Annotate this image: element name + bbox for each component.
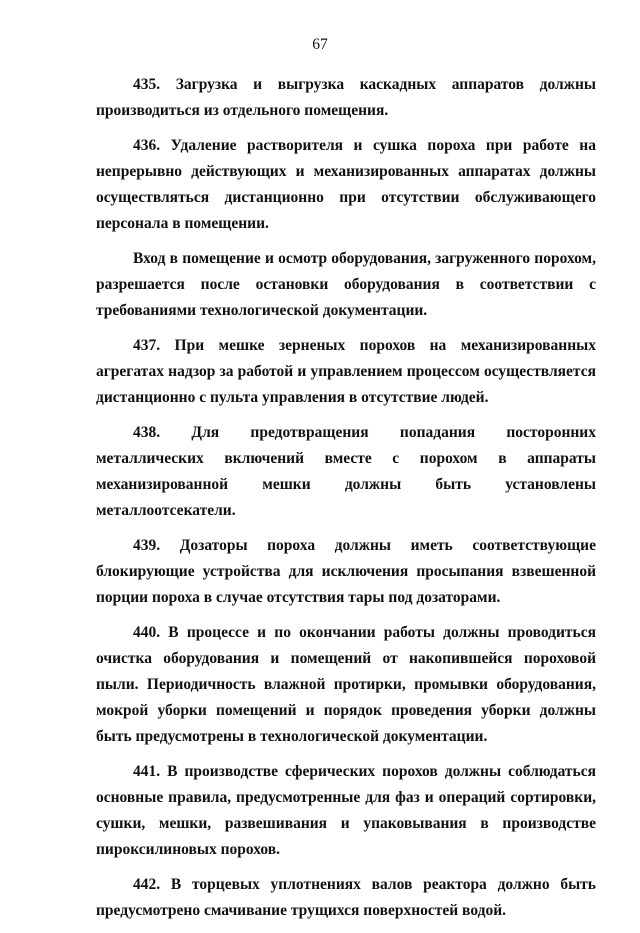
paragraph-438: 438. Для предотвращения попадания посторонних металлических включений вместе с порохом в аппараты механизированной мешки должны быть установлены металлоотсекатели. [96, 424, 596, 519]
paragraph-442: 442. В торцевых уплотнениях валов реактора должно быть предусмотрено смачивание трущихся поверхностей водой. [96, 876, 596, 919]
paragraph-439: 439. Дозаторы пороха должны иметь соответствующие блокирующие устройства для исключения просыпания взвешенной порции пороха в случае отсутствия тары под дозаторами. [96, 537, 596, 606]
paragraph-437: 437. При мешке зерненых порохов на механизированных агрегатах надзор за работой и управлением процессом осуществляется дистанционно с пульта управления в отсутствие людей. [96, 337, 596, 406]
paragraph-435: 435. Загрузка и выгрузка каскадных аппаратов должны производиться из отдельного помещения. [96, 76, 596, 119]
page-number: 67 [312, 36, 328, 53]
paragraph-441: 441. В производстве сферических порохов должны соблюдаться основные правила, предусмотренные для фаз и операций сортировки, сушки, мешки, развешивания и упаковывания в производстве пироксилиновых порохов. [96, 763, 596, 858]
document-body [96, 72, 596, 933]
paragraph-436: 436. Удаление растворителя и сушка пороха при работе на непрерывно действующих и механизированных аппаратах должны осуществляться дистанционно при отсутствии обслуживающего персонала в помещении. [96, 137, 596, 232]
paragraph-440: 440. В процессе и по окончании работы должны проводиться очистка оборудования и помещений от накопившейся пороховой пыли. Периодичность влажной протирки, промывки оборудования, мокрой уборки помещений и порядок проведения уборки должны быть предусмотрены в технологической документации. [96, 624, 596, 745]
paragraph-436-continuation: Вход в помещение и осмотр оборудования, загруженного порохом, разрешается после остановки оборудования в соответствии с требованиями технологической документации. [96, 250, 596, 319]
